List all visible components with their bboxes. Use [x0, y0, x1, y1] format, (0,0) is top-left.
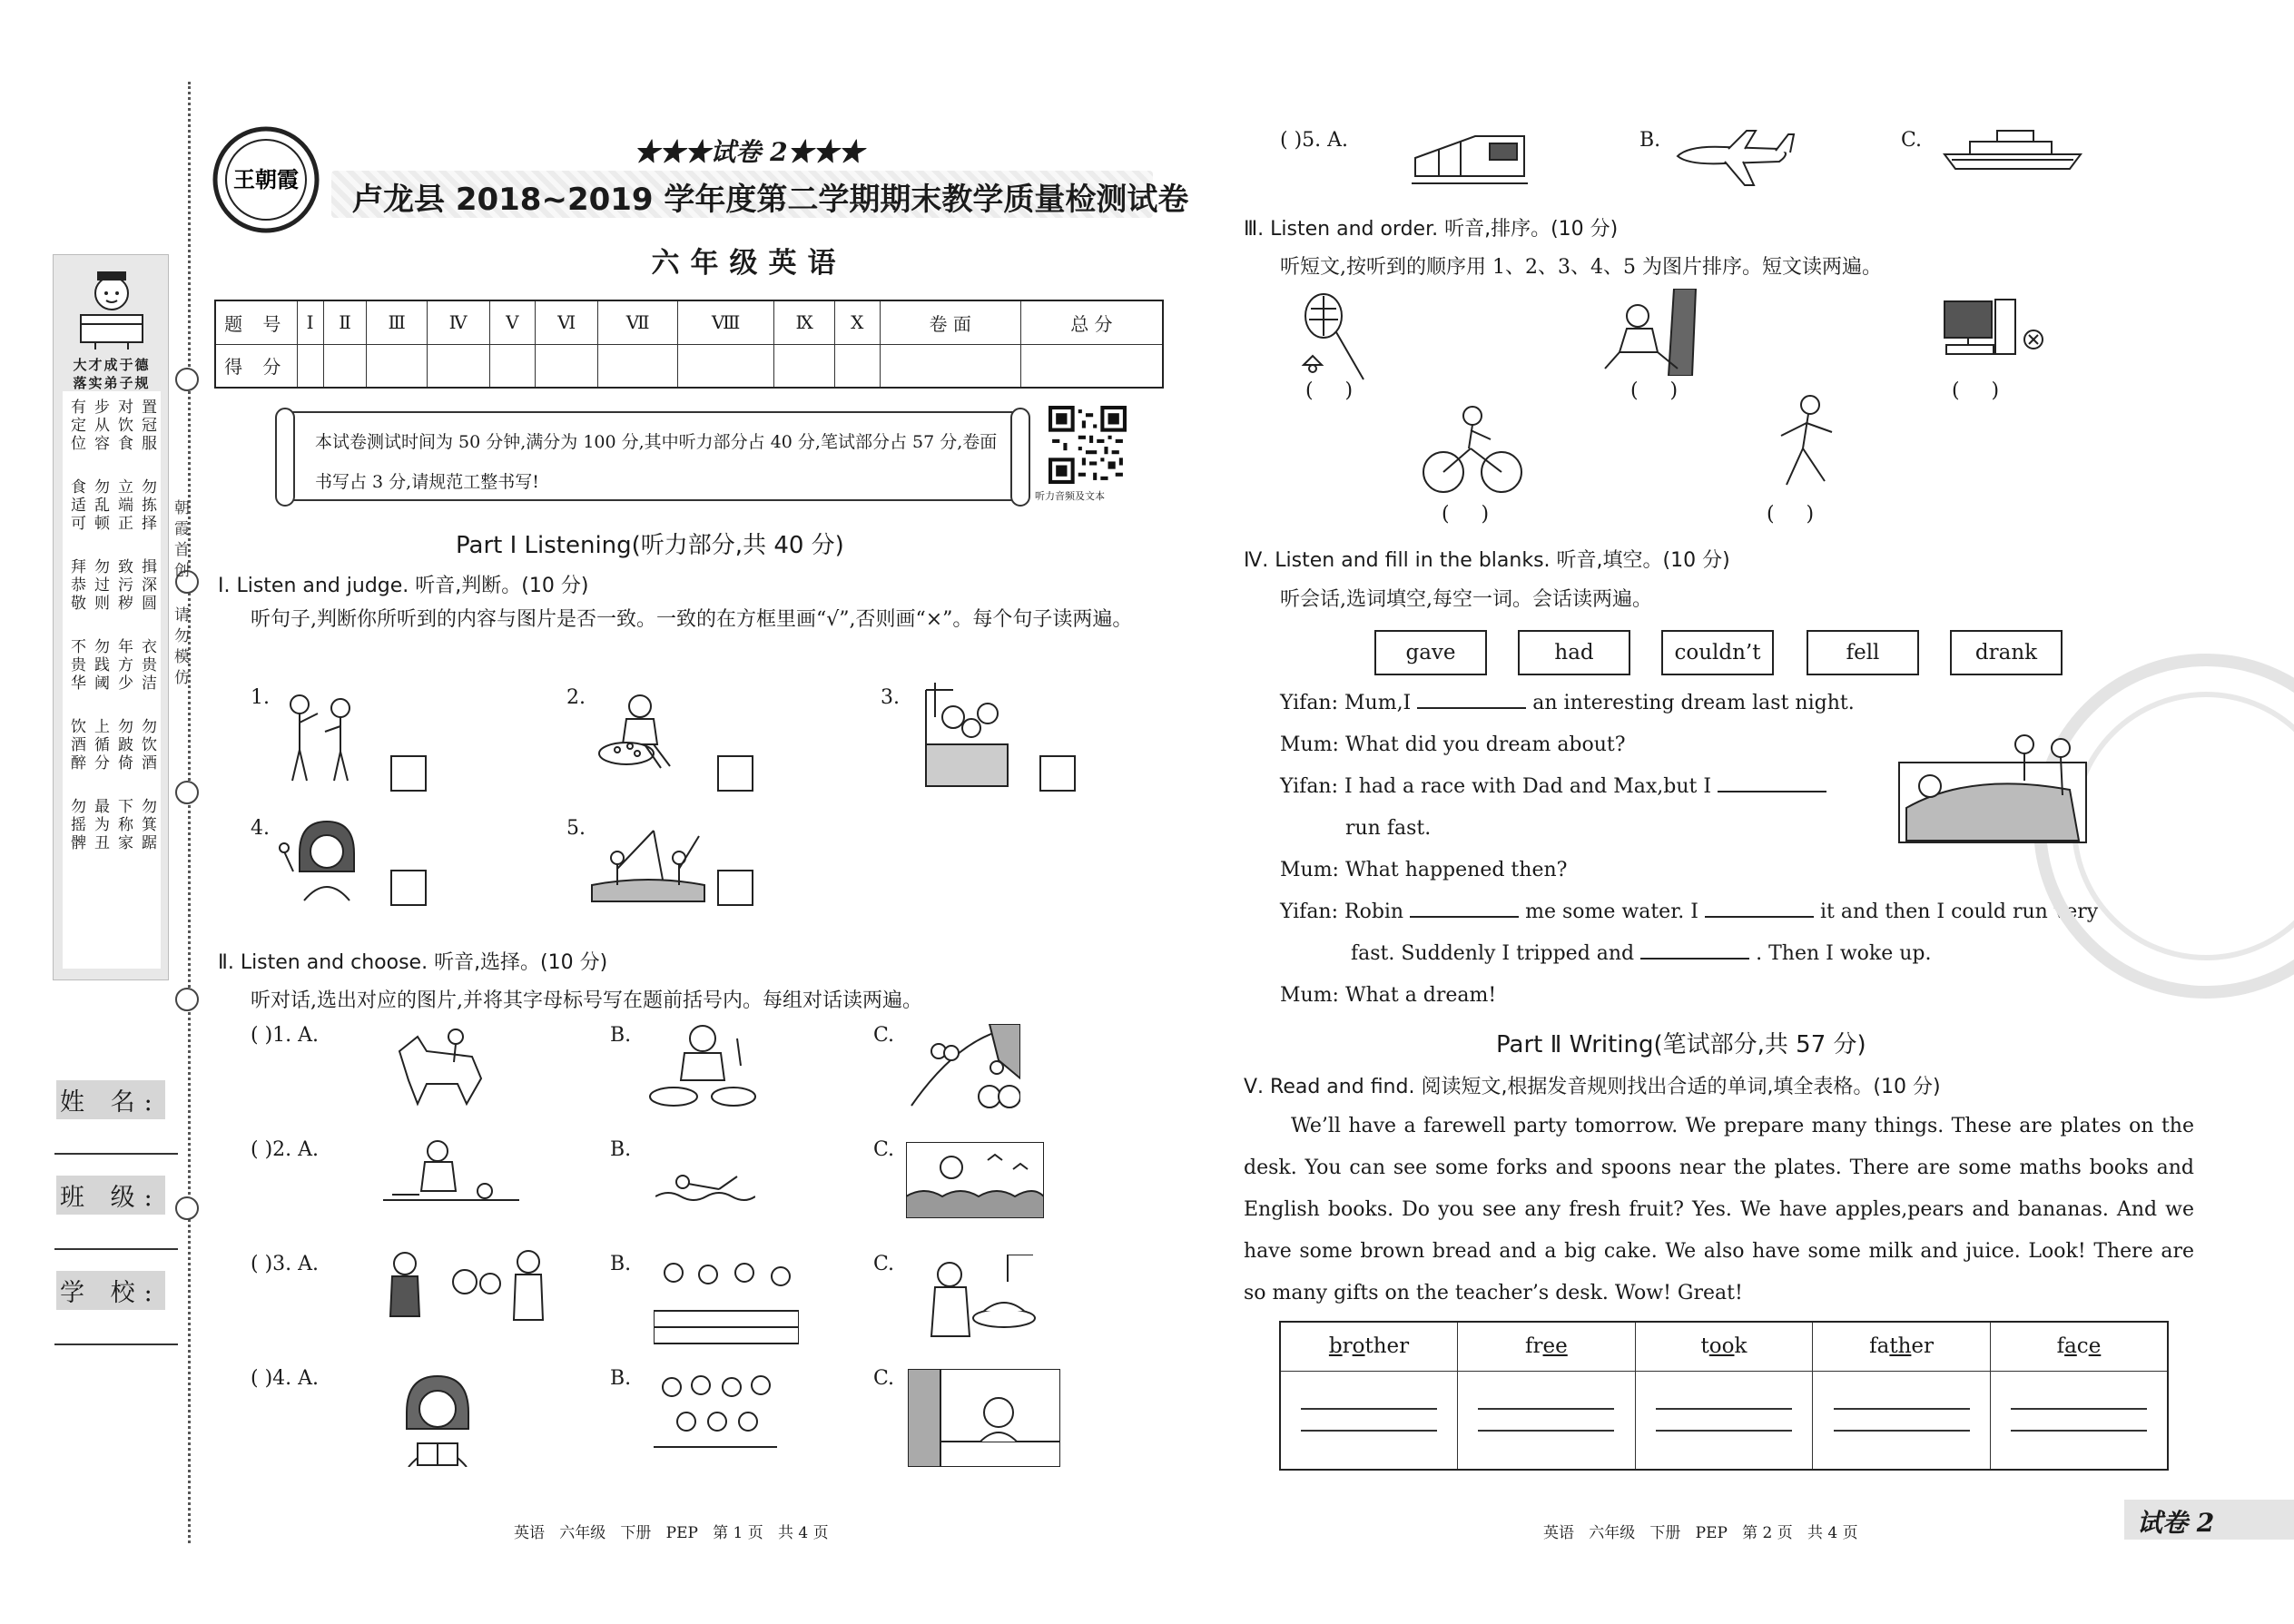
phonics-answer-cell[interactable] — [1635, 1371, 1813, 1470]
boy-running-picture — [1768, 394, 1839, 492]
choice-b-label: B. — [610, 1024, 632, 1047]
scroll-curl-right — [1010, 408, 1030, 507]
swimming-picture — [655, 1160, 755, 1216]
fill-blank[interactable] — [1410, 901, 1519, 918]
choose-item-label: ( )4. A. — [251, 1367, 320, 1390]
motto-heading: 大才成于德 — [73, 357, 151, 373]
score-cell[interactable] — [427, 344, 489, 388]
judge-answer-box-4[interactable] — [390, 870, 427, 906]
score-cell[interactable] — [598, 344, 678, 388]
motto-line: 上循分 — [91, 718, 109, 773]
motto-line: 勿摇髀 — [67, 798, 85, 852]
order-answer-1[interactable]: ( ) — [1305, 379, 1354, 402]
section-four-instruction: 听会话,选词填空,每空一词。会话读两遍。 — [1280, 588, 1652, 611]
word-bank-item: couldn’t — [1661, 630, 1774, 675]
motto-panel — [53, 254, 169, 980]
boy-reading-under-tree-picture — [1601, 289, 1701, 376]
score-col-head: Ⅹ — [834, 300, 880, 344]
motto-line: 步从容 — [91, 399, 109, 453]
motto-line: 勿跛倚 — [114, 718, 133, 773]
motto-line: 揖深圆 — [138, 558, 156, 613]
choice-b-label: B. — [610, 1367, 632, 1390]
word-bank-item: had — [1518, 630, 1630, 675]
paper-badge-text: 试卷 2 — [2137, 1508, 2215, 1538]
binding-hole — [175, 368, 199, 391]
judge-item-number: 5. — [566, 817, 586, 840]
order-answer-5[interactable]: ( ) — [1767, 503, 1815, 526]
cycling-road-picture — [908, 1024, 1020, 1111]
choose-item-label: ( )2. A. — [251, 1138, 320, 1161]
girl-at-window-picture — [908, 1369, 1060, 1467]
boy-with-food-picture — [913, 1255, 1040, 1345]
phonics-head-cell: face — [1990, 1322, 2168, 1371]
section-three-instruction: 听短文,按听到的顺序用 1、2、3、4、5 为图片排序。短文读两遍。 — [1280, 256, 1882, 279]
boy-riding-bike-picture — [1422, 403, 1523, 496]
dialog-line: Mum: What happened then? — [1280, 859, 1568, 881]
dialog-text: Yifan: I had a race with Dad and Max,but I — [1280, 775, 1712, 798]
phonics-head-cell: father — [1813, 1322, 1991, 1371]
judge-answer-box-2[interactable] — [717, 755, 753, 792]
choose-item-label: ( )1. A. — [251, 1024, 320, 1047]
motto-line: 年方少 — [114, 638, 133, 693]
dialog-text: me some water. I — [1525, 901, 1698, 923]
dialog-line: Mum: What a dream! — [1280, 984, 1497, 1007]
section-one-title: Ⅰ. Listen and judge. 听音,判断。(10 分) — [218, 575, 589, 597]
choice-b-label: B. — [610, 1253, 632, 1275]
cooking-party-picture — [646, 1020, 759, 1113]
school-field[interactable] — [54, 1343, 178, 1345]
dialog-text: Yifan: Robin — [1280, 901, 1404, 923]
word-bank-item: drank — [1950, 630, 2063, 675]
choice-c-label: C. — [873, 1367, 895, 1390]
choose-item-label: ( )5. A. — [1280, 129, 1349, 152]
motto-line: 不贵华 — [67, 638, 85, 693]
score-col-head: 总 分 — [1020, 300, 1163, 344]
dialog-text: an interesting dream last night. — [1532, 692, 1855, 714]
section-one-instruction: 听句子,判断你所听到的内容与图片是否一致。一致的在方框里画“√”,否则画“×”。每个句子读两遍。 — [251, 608, 1133, 631]
score-col-head: Ⅰ — [297, 300, 323, 344]
motto-line: 勿拣择 — [138, 478, 156, 533]
fill-blank[interactable] — [1718, 776, 1826, 792]
phonics-head-cell: brother — [1280, 1322, 1458, 1371]
person-on-beach-picture — [383, 1135, 519, 1209]
motto-line: 饮酒醉 — [67, 718, 85, 773]
girl-waving-picture — [277, 817, 368, 904]
choice-b-label: B. — [610, 1138, 632, 1161]
paper-title: 卢龙县 2018~2019 学年度第二学期期末教学质量检测试卷 — [352, 182, 1189, 218]
boy-and-friends-picture — [383, 1247, 556, 1340]
score-table — [214, 300, 1164, 389]
word-bank-item: fell — [1807, 630, 1919, 675]
judge-answer-box-3[interactable] — [1039, 755, 1076, 792]
section-four-title: Ⅳ. Listen and fill in the blanks. 听音,填空。(10 分) — [1244, 549, 1730, 572]
reading-passage: We’ll have a farewell party tomorrow. We prepare many things. These are plates on the desk. You can see some forks and spoons near the plates. There are some maths books and English books. Do you see any fresh fruit? Yes. We have apples,pears and bananas. And we have some brown bread and a big cake. We also have some milk and juice. Look! There are so many gifts on the teacher’s desk. Wow! Great! — [1244, 1115, 2194, 1304]
logo-text: 王朝霞 — [233, 166, 299, 192]
paper-badge — [2124, 1500, 2294, 1540]
class-field[interactable] — [54, 1248, 178, 1250]
fill-blank[interactable] — [1417, 693, 1526, 709]
score-col-head: Ⅷ — [677, 300, 773, 344]
score-cell[interactable] — [677, 344, 773, 388]
judge-item-number: 3. — [881, 686, 900, 709]
computer-crossed-picture — [1943, 298, 2044, 370]
paper-number: ★★★试卷 2★★★ — [634, 137, 864, 167]
score-col-head: Ⅶ — [598, 300, 678, 344]
motto-line: 食适可 — [67, 478, 85, 533]
choice-b-label: B. — [1639, 129, 1661, 152]
qr-code-icon[interactable] — [1049, 406, 1127, 484]
exam-notice — [284, 411, 1021, 501]
judge-item-number: 4. — [251, 817, 270, 840]
boy-washing-clothes-picture — [590, 690, 686, 772]
motto-line: 勿践阈 — [91, 638, 109, 693]
dialog-line: run fast. — [1345, 817, 1432, 840]
section-three-title: Ⅲ. Listen and order. 听音,排序。(10 分) — [1244, 218, 1619, 241]
name-field[interactable] — [54, 1153, 178, 1155]
airplane-picture — [1670, 125, 1797, 187]
school-label: 学 校: — [56, 1271, 165, 1310]
choose-item-label: ( )3. A. — [251, 1253, 320, 1275]
binding-dotted-line — [188, 82, 191, 1543]
motto-line: 下称家 — [114, 798, 133, 852]
phonics-answer-cell[interactable] — [1458, 1371, 1636, 1470]
family-in-car-picture — [917, 681, 1009, 790]
choice-c-label: C. — [873, 1138, 895, 1161]
page-footer-right: 英语 六年级 下册 PEP 第 2 页 共 4 页 — [1543, 1524, 1858, 1542]
class-label: 班 级: — [56, 1176, 165, 1215]
score-table-header-row — [215, 300, 1163, 344]
phonics-head-cell: free — [1458, 1322, 1636, 1371]
choice-c-label: C. — [1901, 129, 1923, 152]
binding-note: 请勿模仿 — [171, 606, 189, 690]
section-five-title: Ⅴ. Read and find. 阅读短文,根据发音规则找出合适的单词,填全表格。(10 分) — [1244, 1076, 1941, 1098]
score-col-head: Ⅸ — [774, 300, 834, 344]
group-celebrating-picture — [654, 1255, 799, 1345]
score-cell[interactable] — [880, 344, 1020, 388]
fill-blank[interactable] — [1640, 943, 1749, 960]
motto-line: 置冠服 — [138, 399, 156, 453]
choice-c-label: C. — [873, 1253, 895, 1275]
page-footer-left: 英语 六年级 下册 PEP 第 1 页 共 4 页 — [514, 1524, 829, 1542]
score-cell[interactable] — [489, 344, 536, 388]
notice-text: 本试卷测试时间为 50 分钟,满分为 100 分,其中听力部分占 40 分,笔试部分占 57 分,卷面书写占 3 分,请规范工整书写! — [315, 432, 998, 492]
dialog-text: it and then I could run very — [1819, 901, 2099, 923]
score-cell[interactable] — [297, 344, 323, 388]
ship-picture — [1943, 127, 2082, 172]
boy-riding-horse-picture — [390, 1024, 499, 1107]
score-col-head: 卷 面 — [880, 300, 1020, 344]
phonics-header-row — [1280, 1322, 2168, 1371]
judge-item-number: 2. — [566, 686, 586, 709]
choice-c-label: C. — [873, 1024, 895, 1047]
binding-note: 朝霞首创 — [171, 499, 189, 583]
score-col-head: Ⅵ — [536, 300, 598, 344]
fishing-by-river-picture — [590, 822, 706, 903]
score-col-head: Ⅲ — [367, 300, 427, 344]
order-answer-4[interactable]: ( ) — [1442, 503, 1490, 526]
score-table-label: 题 号 — [215, 300, 297, 344]
train-picture — [1412, 122, 1528, 187]
score-cell[interactable] — [774, 344, 834, 388]
motto-line: 致污秽 — [114, 558, 133, 613]
word-bank-item: gave — [1374, 630, 1487, 675]
score-col-head: Ⅳ — [427, 300, 489, 344]
dialog-text: fast. Suddenly I tripped and — [1351, 942, 1635, 965]
boy-dreaming-in-bed-picture — [1897, 726, 2088, 844]
two-boys-talking-picture — [272, 686, 370, 786]
motto-line: 勿过则 — [91, 558, 109, 613]
motto-heading: 落实弟子规 — [73, 375, 151, 391]
judge-answer-box-5[interactable] — [717, 870, 753, 906]
dialog-text: Yifan: Mum,I — [1280, 692, 1412, 714]
order-answer-2[interactable]: ( ) — [1630, 379, 1679, 402]
score-cell[interactable] — [536, 344, 598, 388]
score-cell[interactable] — [1020, 344, 1163, 388]
phonics-table — [1279, 1321, 2169, 1471]
badminton-racket-picture — [1300, 292, 1373, 383]
phonics-answer-cell[interactable] — [1813, 1371, 1991, 1470]
score-col-head: Ⅴ — [489, 300, 536, 344]
dialog-line — [1280, 692, 1855, 714]
binding-hole — [175, 781, 199, 804]
phonics-answer-cell[interactable] — [1280, 1371, 1458, 1470]
class-of-students-picture — [654, 1371, 777, 1462]
motto-grid — [63, 391, 161, 969]
score-table-label: 得 分 — [215, 344, 297, 388]
score-table-score-row — [215, 344, 1163, 388]
phonics-head-cell: took — [1635, 1322, 1813, 1371]
fill-blank[interactable] — [1705, 901, 1814, 918]
motto-line: 立端正 — [114, 478, 133, 533]
motto-line: 衣贵洁 — [138, 638, 156, 693]
binding-hole — [175, 1196, 199, 1220]
phonics-answer-row — [1280, 1371, 2168, 1470]
motto-line: 勿箕踞 — [138, 798, 156, 852]
dialog-text: . Then I woke up. — [1756, 942, 1932, 965]
judge-answer-box-1[interactable] — [390, 755, 427, 792]
motto-line: 对饮食 — [114, 399, 133, 453]
motto-line: 有定位 — [67, 399, 85, 453]
scroll-curl-left — [275, 408, 295, 507]
part-one-title: Part Ⅰ Listening(听力部分,共 40 分) — [456, 532, 844, 559]
phonics-answer-cell[interactable] — [1990, 1371, 2168, 1470]
order-answer-3[interactable]: ( ) — [1952, 379, 2000, 402]
part-two-title: Part Ⅱ Writing(笔试部分,共 57 分) — [1496, 1031, 1866, 1058]
motto-line: 最为丑 — [91, 798, 109, 852]
score-col-head: Ⅱ — [323, 300, 367, 344]
qr-caption: 听力音频及文本 — [1035, 490, 1105, 502]
name-label: 姓 名: — [56, 1080, 165, 1119]
judge-item-number: 1. — [251, 686, 270, 709]
girl-reading-book-picture — [390, 1373, 485, 1467]
score-cell[interactable] — [834, 344, 880, 388]
binding-hole — [175, 988, 199, 1011]
birds-and-bushes-picture — [906, 1142, 1044, 1218]
section-two-title: Ⅱ. Listen and choose. 听音,选择。(10 分) — [218, 951, 608, 974]
dialog-line: Mum: What did you dream about? — [1280, 733, 1626, 756]
score-cell[interactable] — [323, 344, 367, 388]
motto-line: 拜恭敬 — [67, 558, 85, 613]
paper-subtitle: 六年级英语 — [651, 247, 847, 280]
score-cell[interactable] — [367, 344, 427, 388]
dialog-line — [1351, 942, 1932, 965]
section-two-instruction: 听对话,选出对应的图片,并将其字母标号写在题前括号内。每组对话读两遍。 — [251, 989, 922, 1012]
dialog-line — [1280, 775, 1826, 798]
motto-line: 勿饮酒 — [138, 718, 156, 773]
motto-line: 勿乱顿 — [91, 478, 109, 533]
dialog-line — [1280, 901, 2098, 923]
